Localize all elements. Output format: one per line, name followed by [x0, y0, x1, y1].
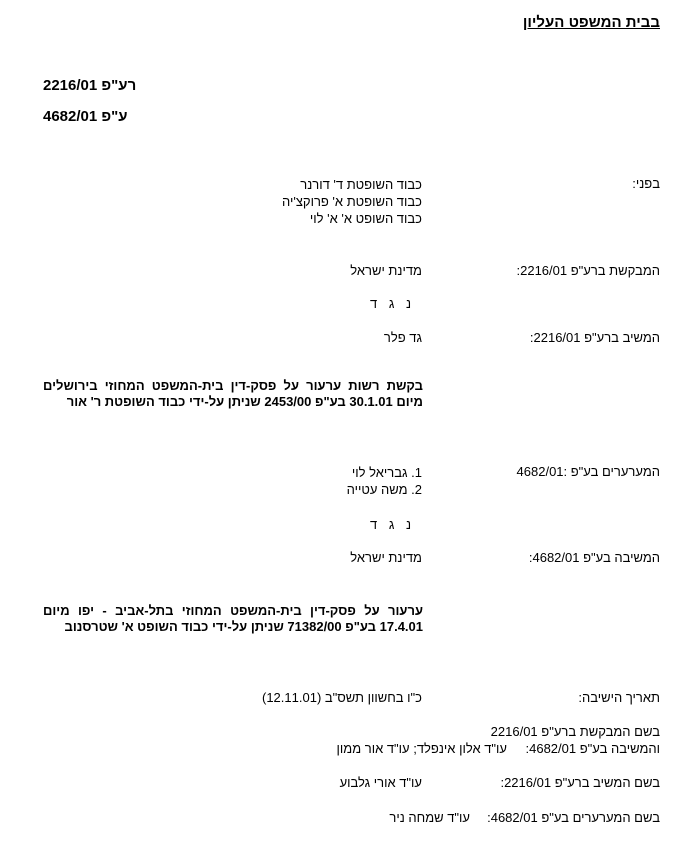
- request-text: בקשת רשות ערעור על פסק-דין בית-המשפט המחוזי בירושלים מיום 30.1.01 בע"פ 2453/00 שניתן על-ידי כבוד השופטת ר' אור: [43, 378, 423, 409]
- appeal-respondent-label: המשיבה בע"פ 4682/01:: [528, 550, 660, 565]
- judge: כבוד השופטת א' פרוקצ'יה: [281, 194, 422, 209]
- counsel-state-names: עו"ד אלון אינפלד; עו"ד אור ממון: [336, 741, 507, 756]
- respondent-name: גד פלר: [383, 330, 422, 345]
- appellant: 1. גבריאל לוי: [351, 465, 422, 480]
- counsel-respondent-label: בשם המשיב ברע"פ 2216/01:: [500, 775, 660, 790]
- versus-2: נ ג ד: [370, 517, 415, 532]
- counsel-state-line1: בשם המבקשת ברע"פ 2216/01: [490, 724, 660, 739]
- judges-list: [282, 176, 422, 227]
- counsel-respondent-name: עו"ד אורי גלבוע: [339, 775, 422, 790]
- counsel-appellants-label: בשם המערערים בע"פ 4682/01:: [487, 810, 660, 825]
- case-type: רע"פ: [101, 77, 137, 94]
- court-title: בבית המשפט העליון: [522, 14, 660, 31]
- judge: כבוד השופט א' א' לוי: [309, 211, 422, 226]
- counsel-state-line2-label: והמשיבה בע"פ 4682/01:: [525, 741, 660, 756]
- appellants-list: [347, 464, 422, 498]
- appeal-respondent-name: מדינת ישראל: [350, 550, 422, 565]
- judge: כבוד השופטת ד' דורנר: [300, 177, 422, 192]
- case-number-2: [43, 108, 138, 125]
- appellants-label: המערערים בע"פ :4682/01: [516, 464, 660, 479]
- appellant: 2. משה עטייה: [346, 482, 422, 497]
- applicant-name: מדינת ישראל: [350, 263, 422, 278]
- applicant-label: המבקשת ברע"פ 2216/01:: [516, 263, 660, 278]
- case-type: ע"פ: [101, 108, 128, 125]
- hearing-label: תאריך הישיבה:: [578, 690, 660, 705]
- before-label: בפני:: [632, 176, 660, 191]
- case-number-1: [43, 77, 146, 94]
- versus-1: נ ג ד: [370, 296, 415, 311]
- hearing-date: כ"ו בחשוון תשס"ב (12.11.01): [261, 690, 422, 705]
- case-number: 2216/01: [43, 77, 98, 94]
- respondent-label: המשיב ברע"פ 2216/01:: [529, 330, 660, 345]
- case-number: 4682/01: [43, 108, 98, 125]
- counsel-appellants-name: עו"ד שמחה ניר: [389, 810, 470, 825]
- appeal-text: ערעור על פסק-דין בית-המשפט המחוזי בתל-אביב - יפו מיום 17.4.01 בע"פ 71382/00 שניתן על-ידי כבוד השופט א' שטרסנוב: [43, 603, 423, 634]
